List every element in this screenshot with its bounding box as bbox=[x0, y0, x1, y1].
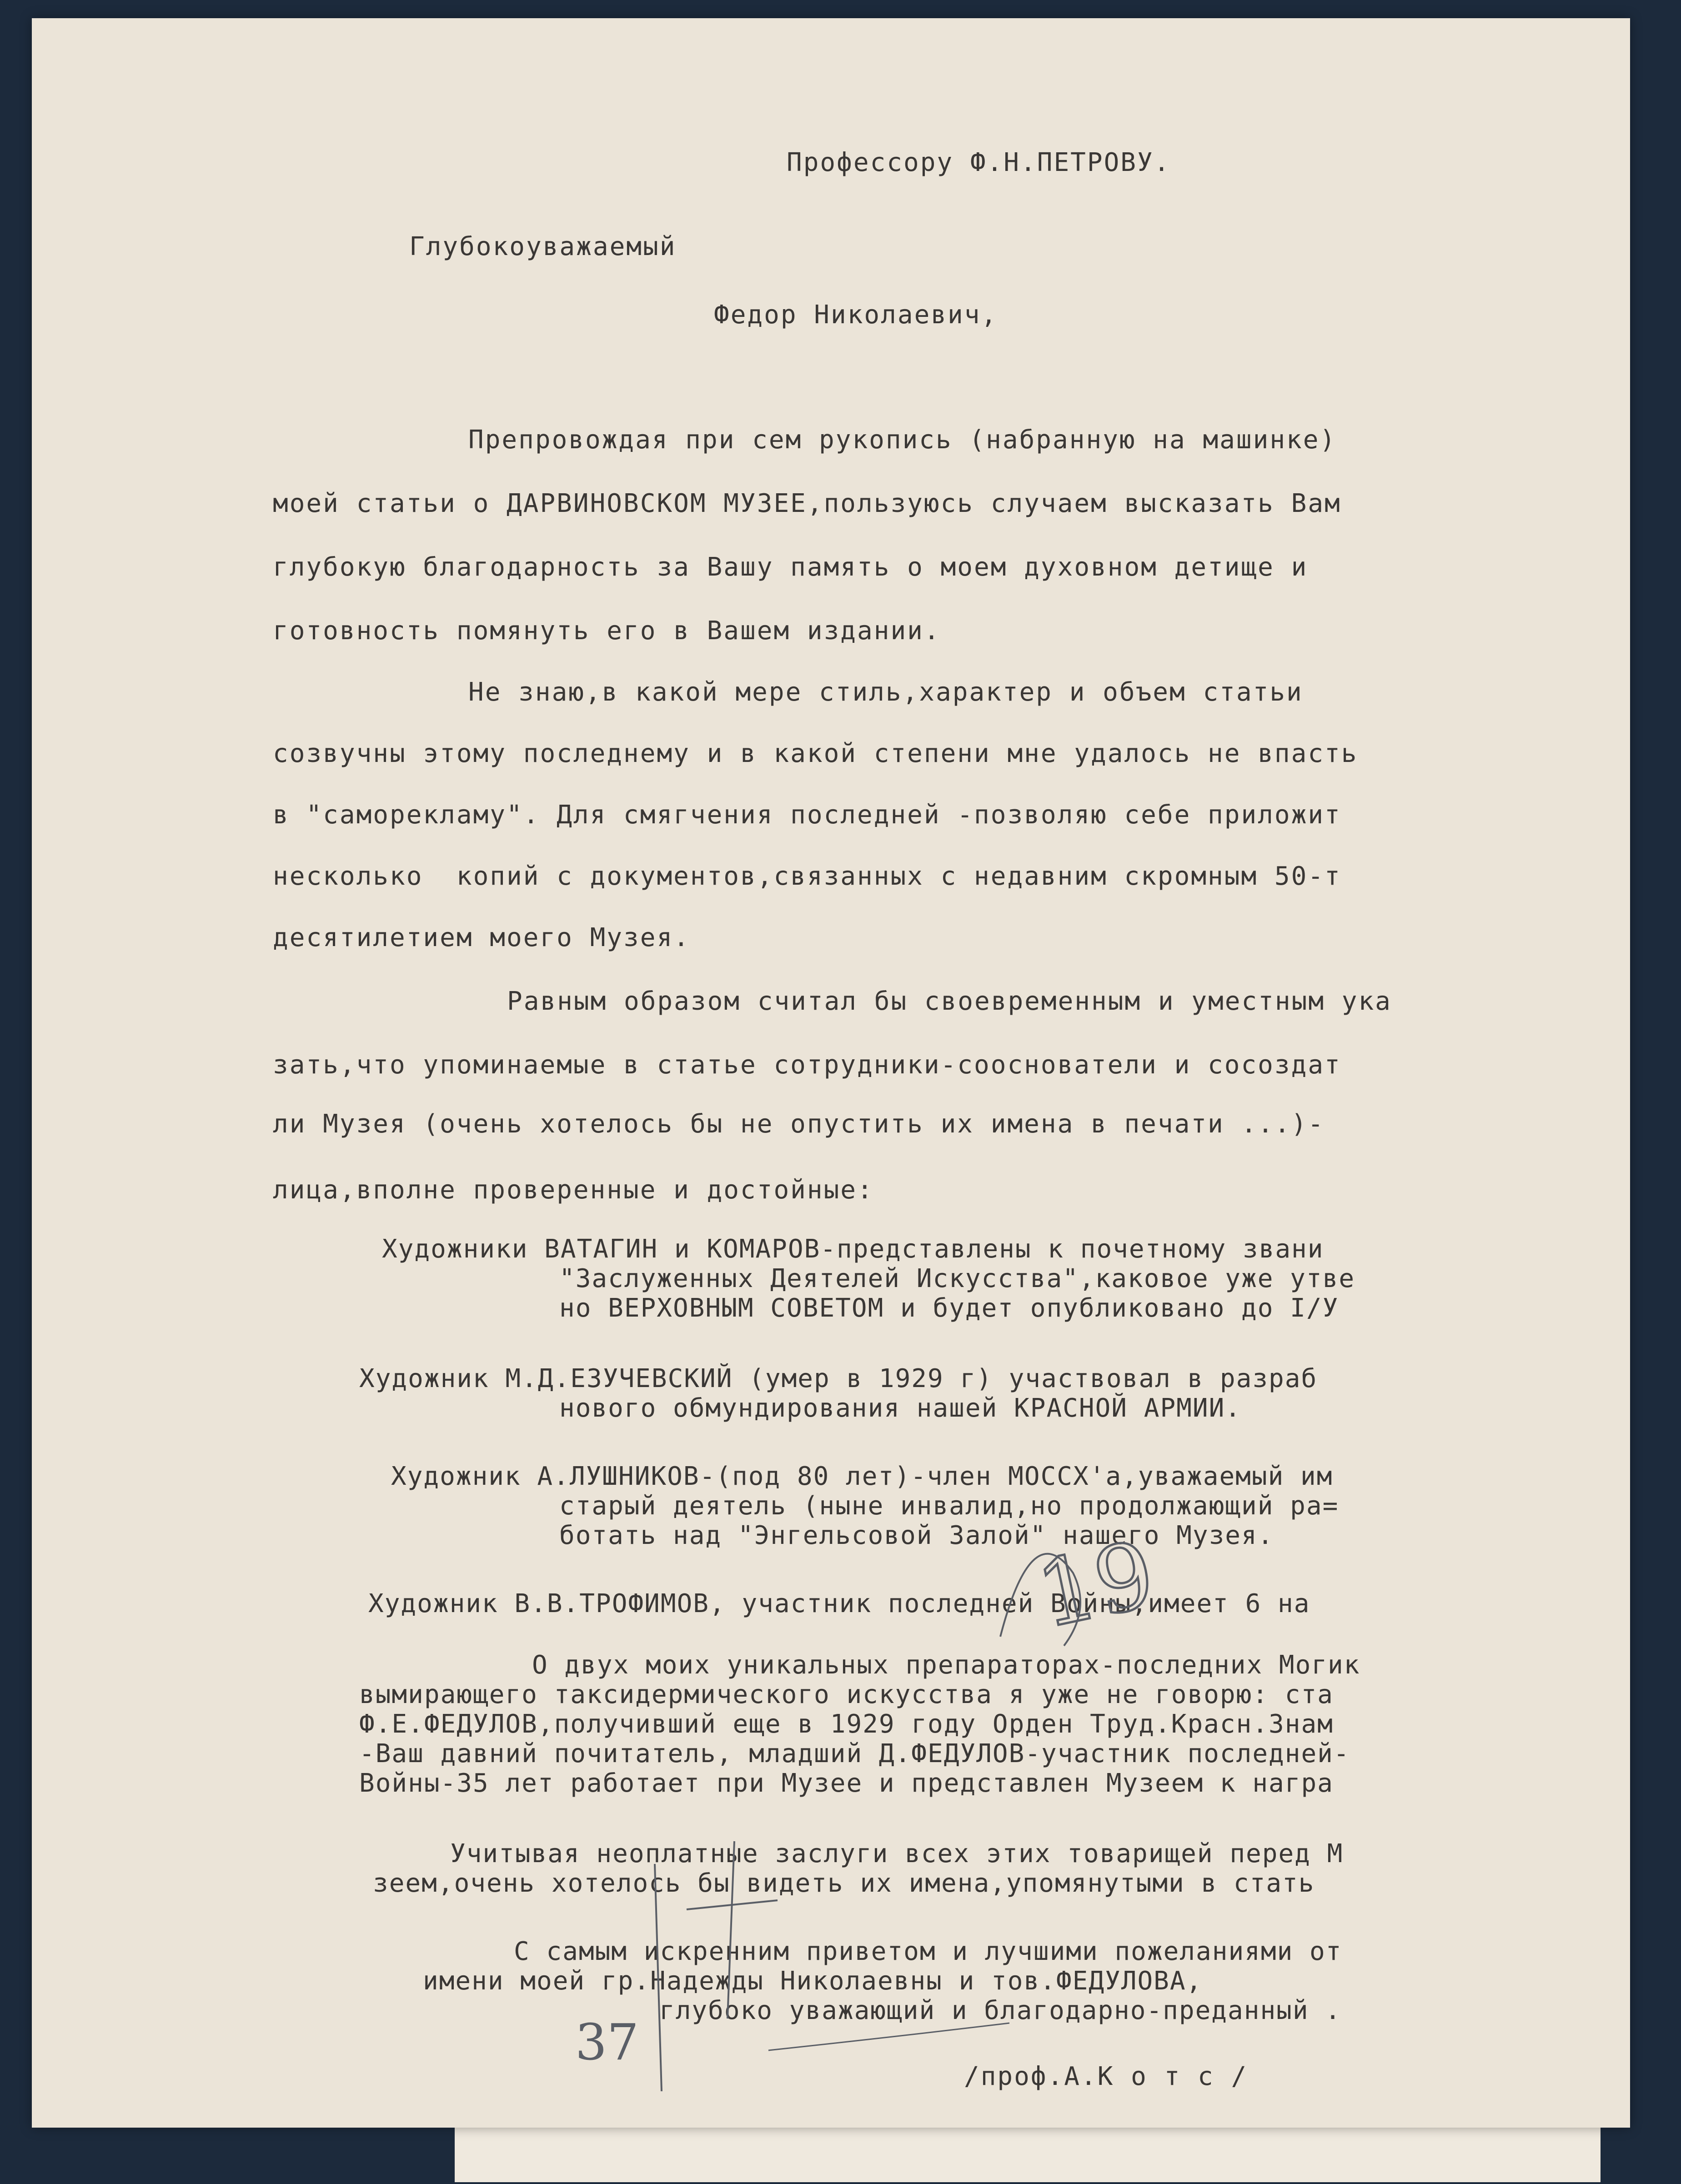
closing-line: Ф.Е.ФЕДУЛОВ,получивший еще в 1929 году Орден Труд.Красн.Знам bbox=[359, 1709, 1334, 1739]
pencil-stroke bbox=[687, 1900, 778, 1909]
body-line: в "саморекламу". Для смягчения последней -позволяю себе приложит bbox=[273, 800, 1341, 830]
addressee: Профессору Ф.Н.ПЕТРОВУ. bbox=[787, 148, 1171, 177]
handwritten-page-number: 19 bbox=[1028, 1521, 1164, 1649]
artist-entry-line: Художник М.Д.ЕЗУЧЕВСКИЙ (умер в 1929 г) участвовал в разраб bbox=[359, 1364, 1318, 1393]
body-line: созвучны этому последнему и в какой степени мне удалось не впасть bbox=[273, 739, 1358, 768]
closing-line: глубоко уважающий и благодарно-преданный . bbox=[659, 1996, 1342, 2025]
letter-sheet bbox=[32, 18, 1630, 2128]
closing-line: зеем,очень хотелось бы видеть их имена,упомянутыми в стать bbox=[373, 1868, 1315, 1898]
closing-line: С самым искренним приветом и лучшими пожеланиями от bbox=[514, 1937, 1342, 1966]
handwritten-margin-mark: 37 bbox=[575, 2013, 639, 2071]
pencil-stroke bbox=[768, 2023, 1009, 2050]
salutation-line-1: Глубокоуважаемый bbox=[409, 232, 677, 261]
artist-entry-line: "Заслуженных Деятелей Искусства",каковое уже утве bbox=[559, 1264, 1355, 1293]
closing-line: вымирающего таксидермического искусства я уже не говорю: ста bbox=[359, 1680, 1334, 1709]
body-line: готовность помянуть его в Вашем издании. bbox=[273, 616, 941, 646]
closing-line: имени моей гр.Надежды Николаевны и тов.ФЕДУЛОВА, bbox=[423, 1966, 1203, 1996]
body-line: зать,что упоминаемые в статье сотрудники-сооснователи и сосоздат bbox=[273, 1050, 1341, 1080]
body-line: Равным образом считал бы своевременным и уместным ука bbox=[507, 987, 1392, 1016]
body-line: глубокую благодарность за Вашу память о моем духовном детище и bbox=[273, 552, 1308, 582]
signature-line: /проф.А.К о т с / bbox=[964, 2062, 1248, 2091]
artist-entry-line: нового обмундирования нашей КРАСНОЙ АРМИИ. bbox=[559, 1393, 1242, 1423]
artist-entry-line: Художник А.ЛУШНИКОВ-(под 80 лет)-член МОССХ'а,уважаемый им bbox=[391, 1462, 1333, 1491]
artist-entry-line: но ВЕРХОВНЫМ СОВЕТОМ и будет опубликовано до I/У bbox=[559, 1293, 1339, 1323]
body-line: Препровождая при сем рукопись (набранную на машинке) bbox=[468, 425, 1337, 455]
artist-entry-line: ботать над "Энгельсовой Залой" нашего Музея. bbox=[559, 1521, 1274, 1550]
body-line: лица,вполне проверенные и достойные: bbox=[273, 1175, 874, 1205]
artist-entry-line: Художники ВАТАГИН и КОМАРОВ-представлены к почетному звани bbox=[382, 1234, 1324, 1264]
body-line: ли Музея (очень хотелось бы не опустить их имена в печати ...)- bbox=[273, 1109, 1325, 1139]
closing-line: -Ваш давний почитатель, младший Д.ФЕДУЛОВ-участник последней- bbox=[359, 1739, 1350, 1768]
body-line: десятилетием моего Музея. bbox=[273, 923, 690, 952]
artist-entry-line: старый деятель (ныне инвалид,но продолжающий ра= bbox=[559, 1491, 1339, 1521]
closing-line: Войны-35 лет работает при Музее и представлен Музеем к награ bbox=[359, 1768, 1334, 1798]
closing-line: Учитывая неоплатные заслуги всех этих товарищей перед М bbox=[450, 1839, 1344, 1868]
closing-line: О двух моих уникальных препараторах-последних Могик bbox=[532, 1650, 1360, 1680]
salutation-line-2: Федор Николаевич, bbox=[714, 300, 998, 330]
body-line: Не знаю,в какой мере стиль,характер и объем статьи bbox=[468, 677, 1303, 707]
artist-entry-line: Художник В.В.ТРОФИМОВ, участник последней Войны,имеет 6 на bbox=[368, 1589, 1310, 1618]
body-line: несколько копий с документов,связанных с недавним скромным 50-т bbox=[273, 862, 1341, 891]
body-line: моей статьи о ДАРВИНОВСКОМ МУЗЕЕ,пользуюсь случаем высказать Вам bbox=[273, 489, 1341, 518]
